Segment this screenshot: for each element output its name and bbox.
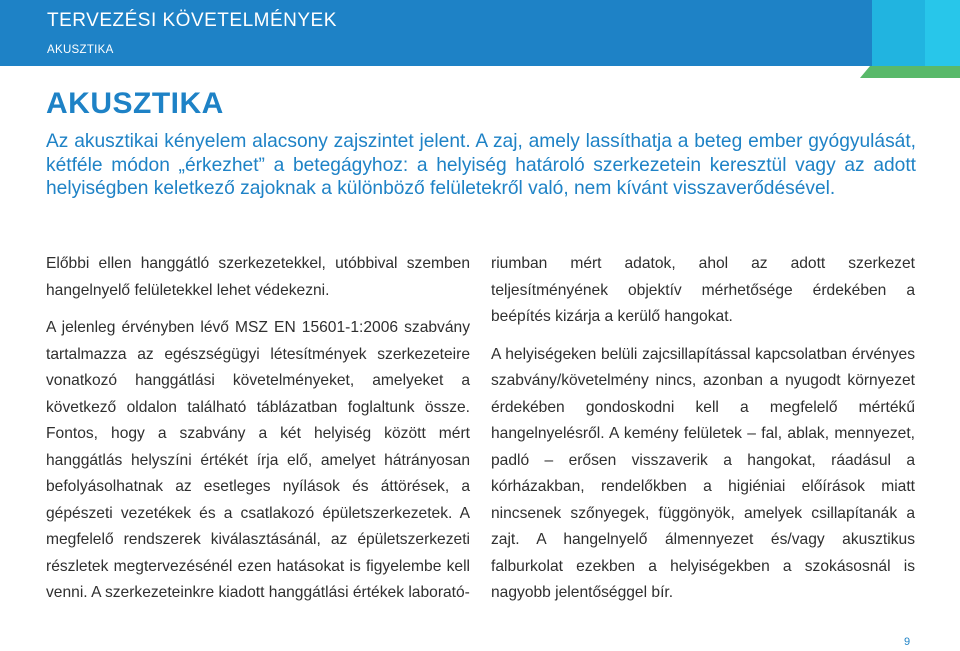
right-paragraph-1: riumban mért adatok, ahol az adott szerkezet teljesítményének objektív mérhetősége érdekében a beépítés kizárja a kerülő hangokat. — [491, 255, 915, 325]
header-green-accent — [860, 66, 960, 78]
header-title: TERVEZÉSI KÖVETELMÉNYEK — [47, 10, 337, 31]
left-paragraph-1: Előbbi ellen hanggátló szerkezetekkel, utóbbival szemben hangelnyelő felületekkel lehet védekezni. — [46, 255, 470, 299]
section-title: AKUSZTIKA — [46, 87, 224, 120]
intro-paragraph: Az akusztikai kényelem alacsony zajszintet jelent. A zaj, amely lassíthatja a beteg ember gyógyulását, kétféle módon „érkezhet” a betegágyhoz: a helyiség határoló szerkezetein keresztül vagy az adott helyiségben keletkező zajoknak a különböző felületekről való, nem kívánt visszaverődésével. — [46, 131, 916, 199]
left-column — [46, 251, 470, 618]
header-accent-stripe-light — [925, 0, 960, 66]
page-number: 9 — [904, 636, 911, 648]
header-subtitle: AKUSZTIKA — [47, 44, 114, 56]
left-paragraph-2: A jelenleg érvényben lévő MSZ EN 15601-1:2006 szabvány tartalmazza az egészségügyi létesítmények szerkezeteire vonatkozó hanggátlási követelményeket, amelyeket a következő oldalon található táblázatban foglaltunk össze. Fontos, hogy a szabvány a két helyiség között mért hanggátlás helyszíni értékét írja elő, amelyet hátrányosan befolyásolhatnak az esetleges nyílások és áttörések, a gépészeti vezetékek és a csatlakozó épületszerkezetek. A megfelelő rendszerek kiválasztásánál, az épületszerkezeti részletek megtervezésénél ezen hatásokat is figyelembe kell venni. A szerkezeteinkre kiadott hanggátlási értékek laborató- — [46, 319, 470, 601]
right-column — [491, 251, 915, 618]
right-paragraph-2: A helyiségeken belüli zajcsillapítással kapcsolatban érvényes szabvány/követelmény nincs, azonban a nyugodt környezet érdekében gondoskodni kell a megfelelő mértékű hangelnyelésről. A kemény felületek – fal, ablak, mennyezet, padló – erősen visszaverik a hangokat, ráadásul a kórházakban, rendelőkben a higiéniai előírások miatt nincsenek szőnyegek, függönyök, amelyek csillapítanák a zajt. A hangelnyelő álmennyezet és/vagy akusztikus falburkolat ezekben a helyiségekben a szokásosnál is nagyobb jelentőséggel bír. — [491, 345, 915, 601]
